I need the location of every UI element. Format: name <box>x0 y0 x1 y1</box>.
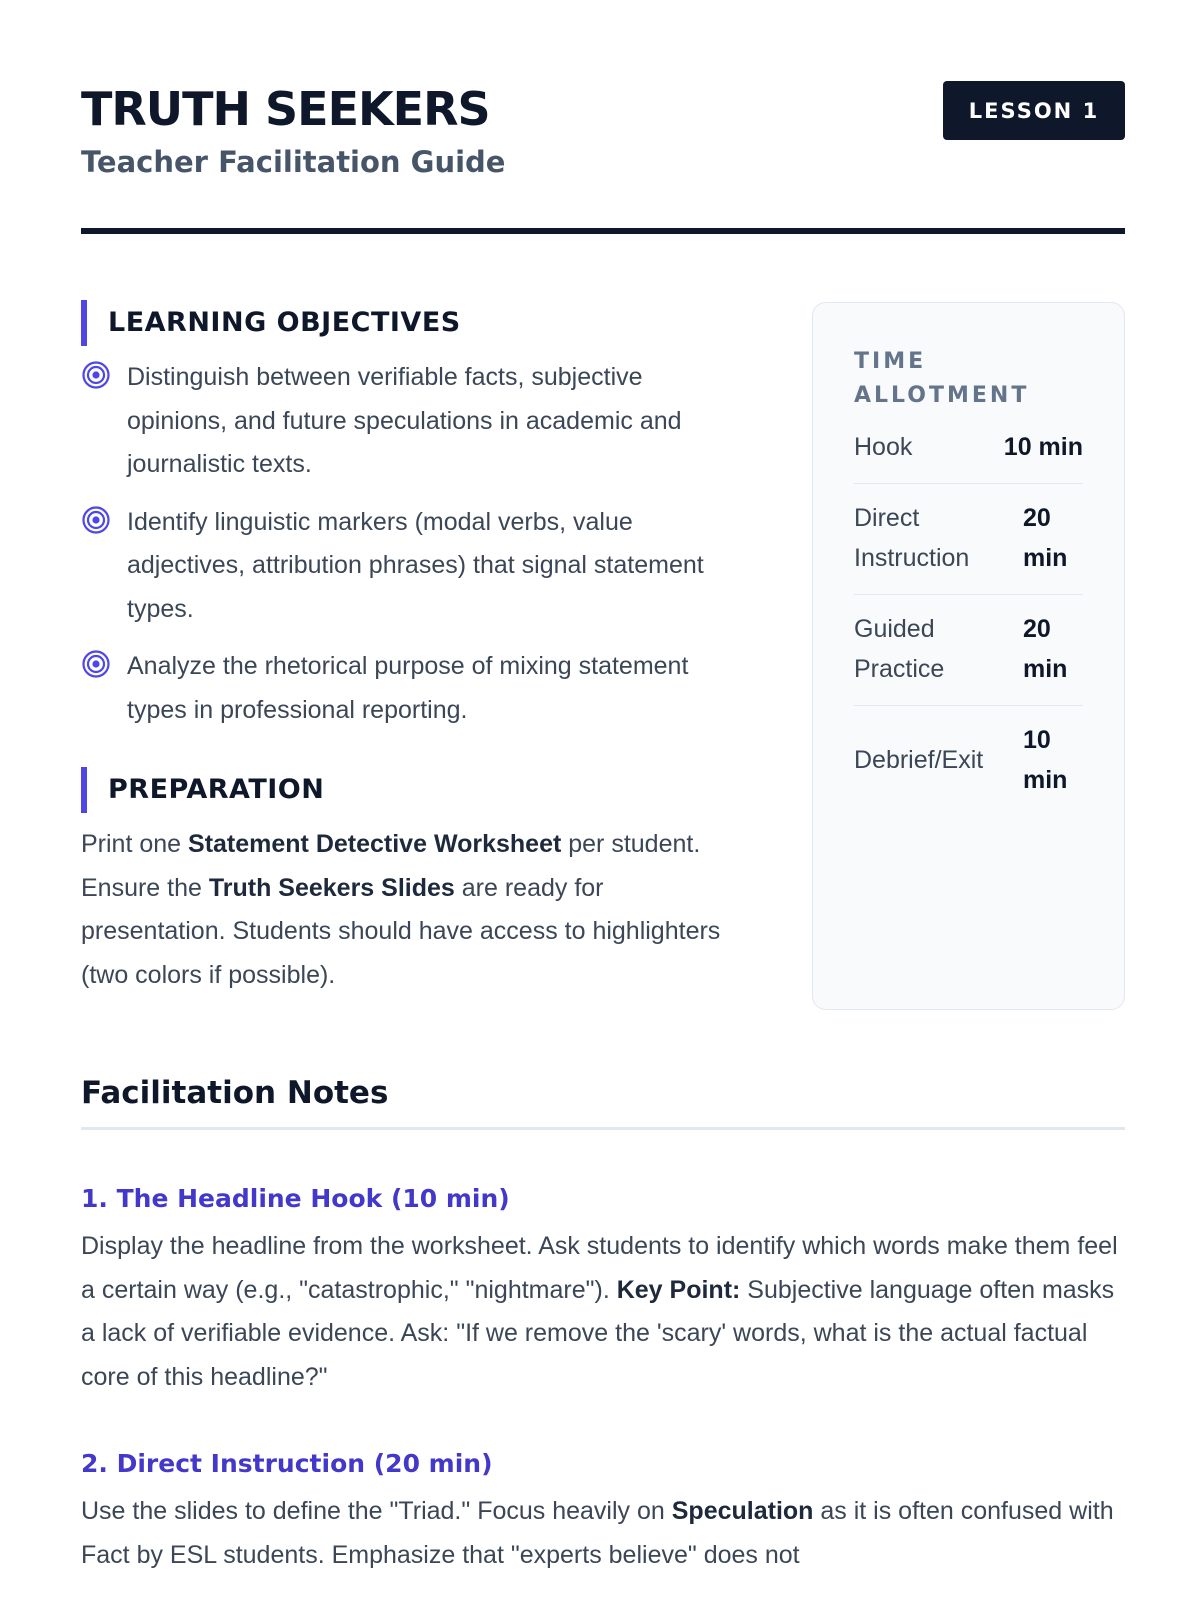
note-text-part: Use the slides to define the "Triad." Focus heavily on <box>81 1497 672 1525</box>
facilitation-notes-title: Facilitation Notes <box>81 1075 389 1111</box>
objectives-list <box>81 356 731 732</box>
target-icon <box>81 649 111 679</box>
objective-item <box>81 645 731 732</box>
objective-text: Analyze the rhetorical purpose of mixing statement types in professional reporting. <box>127 652 689 724</box>
time-row-value: 20 min <box>1023 615 1068 683</box>
lesson-badge: LESSON 1 <box>943 81 1125 140</box>
facilitation-notes-section <box>81 1075 1125 1577</box>
time-allotment-title: TIME ALLOTMENT <box>854 349 1030 408</box>
target-icon <box>81 360 111 390</box>
overview-main-column <box>81 300 731 997</box>
time-row-label: Hook <box>854 433 913 461</box>
time-row <box>854 484 1083 595</box>
header-divider <box>81 228 1125 234</box>
preparation-text-part: are ready for presentation. Students should have access to highlighters (two colors if possible). <box>81 873 721 989</box>
time-row-label: Guided Practice <box>854 615 945 683</box>
speculation-term: Speculation <box>671 1497 814 1525</box>
note-text-part: Display the headline from the worksheet. Ask students to identify which words make them feel a certain way (e.g., "catastrophic," "nightmare"). <box>81 1232 1118 1304</box>
objective-text: Identify linguistic markers (modal verbs, value adjectives, attribution phrases) that signal statement types. <box>127 507 704 623</box>
time-row <box>854 706 1083 816</box>
slides-name: Truth Seekers Slides <box>208 873 455 902</box>
note-text-direct-instruction <box>81 1490 1125 1577</box>
time-row-value: 20 min <box>1023 504 1068 572</box>
page-subtitle: Teacher Facilitation Guide <box>81 145 506 179</box>
lesson-guide-page <box>81 0 1125 1569</box>
preparation-heading: PREPARATION <box>81 767 731 813</box>
time-row-label: Direct Instruction <box>854 504 970 572</box>
time-row-value: 10 min <box>1003 433 1083 461</box>
time-row <box>854 413 1083 484</box>
page-title: TRUTH SEEKERS <box>81 82 490 136</box>
time-row-value: 10 min <box>1023 726 1068 794</box>
note-heading-hook: 1. The Headline Hook (10 min) <box>81 1184 510 1213</box>
note-text-hook <box>81 1225 1125 1399</box>
objective-item <box>81 501 731 632</box>
preparation-text <box>81 823 731 997</box>
objectives-heading: LEARNING OBJECTIVES <box>81 300 731 346</box>
notes-divider <box>81 1127 1125 1130</box>
note-text-part: as it is often confused with Fact by ESL students. Emphasize that "experts believe" does not <box>81 1497 1114 1569</box>
time-row <box>854 595 1083 706</box>
time-row-label: Debrief/Exit <box>854 746 984 774</box>
preparation-text-part: Print one <box>81 830 189 858</box>
worksheet-name: Statement Detective Worksheet <box>188 830 562 858</box>
time-allotment-card <box>812 302 1125 1010</box>
objective-item <box>81 356 731 487</box>
objective-text: Distinguish between verifiable facts, subjective opinions, and future speculations in academic and journalistic texts. <box>127 363 682 478</box>
note-heading-direct-instruction: 2. Direct Instruction (20 min) <box>81 1449 493 1478</box>
header <box>81 0 1125 234</box>
note-text-part: Subjective language often masks a lack of verifiable evidence. Ask: "If we remove the 'scary' words, what is the actual factual core of this headline?" <box>81 1275 1115 1391</box>
target-icon <box>81 505 111 535</box>
preparation-text-part: per student. Ensure the <box>81 830 701 902</box>
key-point-label: Key Point: <box>616 1275 741 1304</box>
